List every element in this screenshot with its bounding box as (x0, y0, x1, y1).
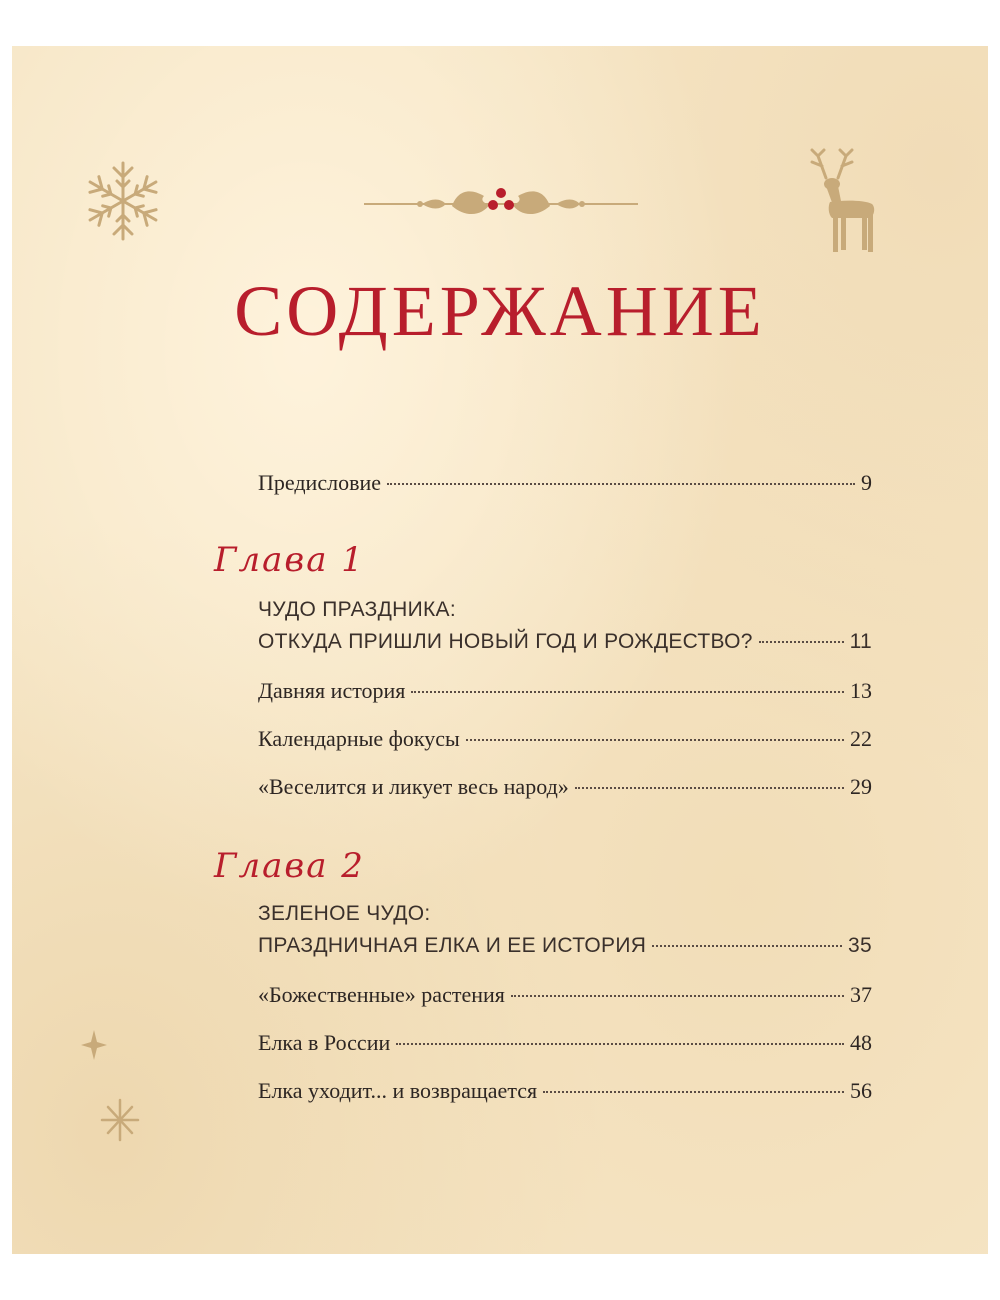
chapter-heading: Глава 2 (214, 846, 365, 886)
dot-leader (396, 1043, 844, 1045)
toc-entry-page: 29 (850, 774, 872, 799)
toc-entry-label: Елка в России (258, 1030, 391, 1055)
sparkle-icon (81, 1030, 107, 1060)
toc-entry[interactable] (258, 774, 872, 800)
chapter-section-title: ЗЕЛЕНОЕ ЧУДО: (258, 902, 431, 925)
toc-entry-page: 9 (861, 470, 872, 495)
dot-leader (759, 641, 844, 643)
toc-entry[interactable] (258, 1078, 872, 1104)
dot-leader (652, 945, 842, 947)
deer-icon (804, 148, 880, 256)
toc-entry-page: 11 (849, 630, 872, 653)
toc-entry-preface[interactable] (258, 470, 872, 496)
toc-entry-label: Календарные фокусы (258, 726, 460, 751)
toc-entry-label: «Божественные» растения (258, 982, 505, 1007)
toc-entry[interactable] (258, 726, 872, 752)
toc-entry[interactable] (258, 1030, 872, 1056)
toc-entry-label: ПРАЗДНИЧНАЯ ЕЛКА И ЕЕ ИСТОРИЯ (258, 934, 647, 957)
toc-entry-page: 56 (850, 1078, 872, 1103)
dot-leader (543, 1091, 844, 1093)
chapter-heading: Глава 1 (214, 540, 365, 580)
page-title: СОДЕРЖАНИЕ (234, 271, 766, 351)
sparkle-icon (100, 1098, 140, 1142)
dot-leader (575, 787, 844, 789)
toc-entry[interactable] (258, 982, 872, 1008)
toc-entry-label: «Веселится и ликует весь народ» (258, 774, 569, 799)
dot-leader (387, 483, 855, 485)
toc-entry-page: 13 (850, 678, 872, 703)
snowflake-icon (84, 158, 162, 244)
chapter-section-title: ЧУДО ПРАЗДНИКА: (258, 598, 456, 621)
toc-entry[interactable] (258, 678, 872, 704)
dot-leader (411, 691, 844, 693)
toc-entry-page: 37 (850, 982, 872, 1007)
dot-leader (466, 739, 844, 741)
toc-entry-section[interactable] (258, 630, 872, 654)
toc-entry-label: Давняя история (258, 678, 406, 703)
toc-entry-label: ОТКУДА ПРИШЛИ НОВЫЙ ГОД И РОЖДЕСТВО? (258, 630, 753, 653)
toc-entry-label: Елка уходит... и возвращается (258, 1078, 538, 1103)
toc-entry-page: 22 (850, 726, 872, 751)
toc-entry-page: 35 (848, 934, 872, 957)
dot-leader (511, 995, 844, 997)
toc-entry-label: Предисловие (258, 470, 381, 495)
toc-entry-page: 48 (850, 1030, 872, 1055)
toc-entry-section[interactable] (258, 934, 872, 958)
holly-divider-icon (362, 176, 640, 232)
